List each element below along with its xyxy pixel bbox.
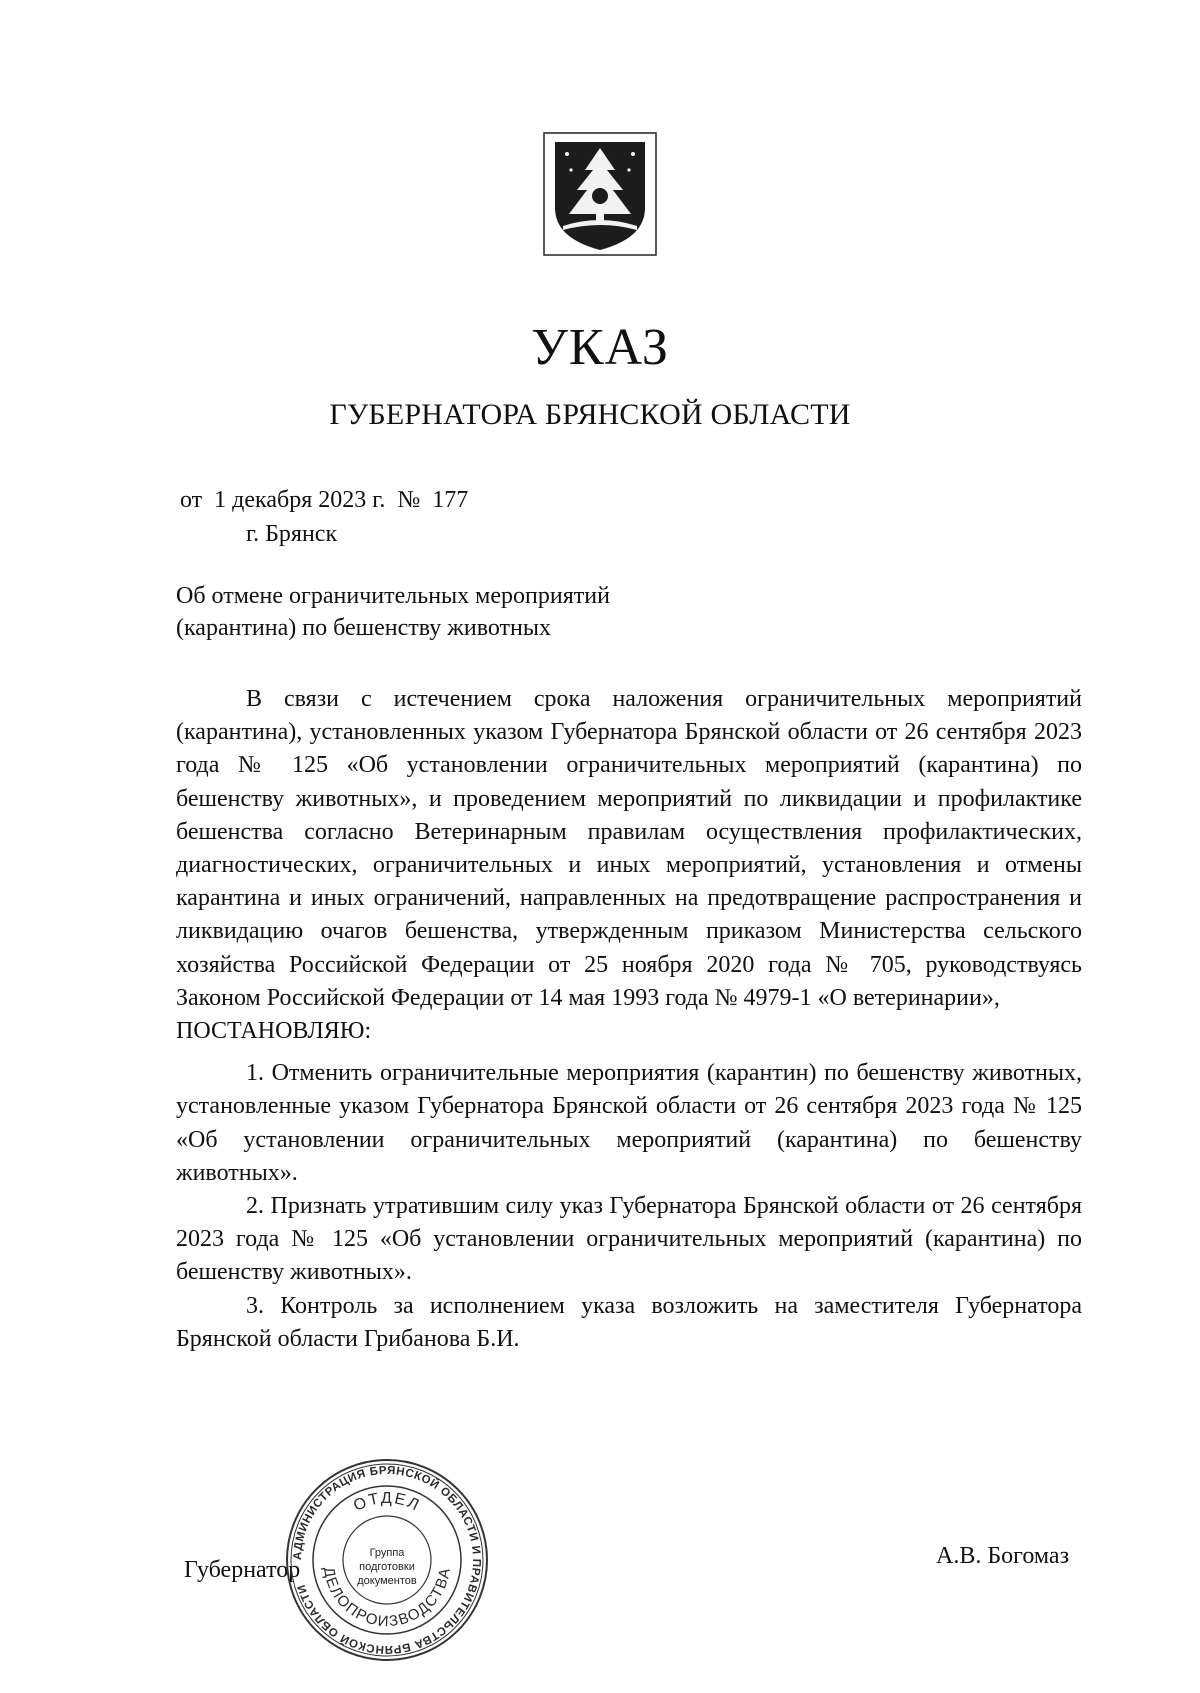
document-date-number: от 1 декабря 2023 г. № 177 bbox=[180, 487, 469, 513]
stamp-center-line: документов bbox=[357, 1575, 417, 1587]
subject-line: Об отмене ограничительных мероприятий bbox=[176, 583, 610, 609]
signature-position: Губернатор bbox=[184, 1557, 301, 1583]
stamp-center-text bbox=[346, 1546, 428, 1588]
decree-item: 2. Признать утратившим силу указ Губернатора Брянской области от 26 сентября 2023 года № 125 «Об установлении ограничительных мероприятий (карантина) по бешенству животных». bbox=[176, 1193, 1082, 1286]
stamp-bottom-text: ДЕЛОПРОИЗВОДСТВА bbox=[319, 1565, 455, 1631]
stamp-center-line: подготовки bbox=[359, 1561, 415, 1573]
document-body bbox=[176, 683, 1082, 1356]
svg-text:ОТДЕЛ bbox=[351, 1490, 423, 1515]
signature-name: А.В. Богомаз bbox=[936, 1543, 1070, 1569]
stamp-center-line: Группа bbox=[369, 1547, 405, 1559]
subject-line: (карантина) по бешенству животных bbox=[176, 615, 552, 641]
preamble-paragraph: В связи с истечением срока наложения ограничительных мероприятий (карантина), установленных указом Губернатора Брянской области от 26 сентября 2023 года № 125 «Об установлении ограничительных мероприятий (карантина) по бешенству животных», и проведением мероприятий по ликвидации и профилактике бешенства согласно Ветеринарным правилам осуществления профилактических, диагностических, ограничительных и иных мероприятий, установления и отмены карантина и иных ограничений, направленных на предотвращение распространения и ликвидацию очагов бешенства, утвержденным приказом Министерства сельского хозяйства Российской Федерации от 25 ноября 2020 года № 705, руководствуясь Законом Российской Федерации от 14 мая 1993 года № 4979-1 «О ветеринарии», bbox=[176, 686, 1082, 1011]
stamp-outer-text: АДМИНИСТРАЦИЯ БРЯНСКОЙ ОБЛАСТИ И ПРАВИТЕЛЬСТВА БРЯНСКОЙ ОБЛАСТИ bbox=[291, 1464, 483, 1656]
document-subtitle: ГУБЕРНАТОРА БРЯНСКОЙ ОБЛАСТИ bbox=[329, 398, 851, 431]
document-title: УКАЗ bbox=[531, 319, 669, 376]
coat-of-arms-icon bbox=[541, 130, 659, 258]
stamp-top-text: ОТДЕЛ bbox=[351, 1489, 424, 1515]
decree-item: 3. Контроль за исполнением указа возложить на заместителя Губернатора Брянской области Грибанова Б.И. bbox=[176, 1292, 1082, 1352]
document-subject bbox=[176, 580, 610, 644]
document-city: г. Брянск bbox=[246, 521, 338, 547]
decree-item: 1. Отменить ограничительные мероприятия (карантин) по бешенству животных, установленные указом Губернатора Брянской области от 26 сентября 2023 года № 125 «Об установлении ограничительных мероприятий (карантина) по бешенству животных». bbox=[176, 1060, 1082, 1186]
decree-word: ПОСТАНОВЛЯЮ: bbox=[176, 1018, 372, 1045]
